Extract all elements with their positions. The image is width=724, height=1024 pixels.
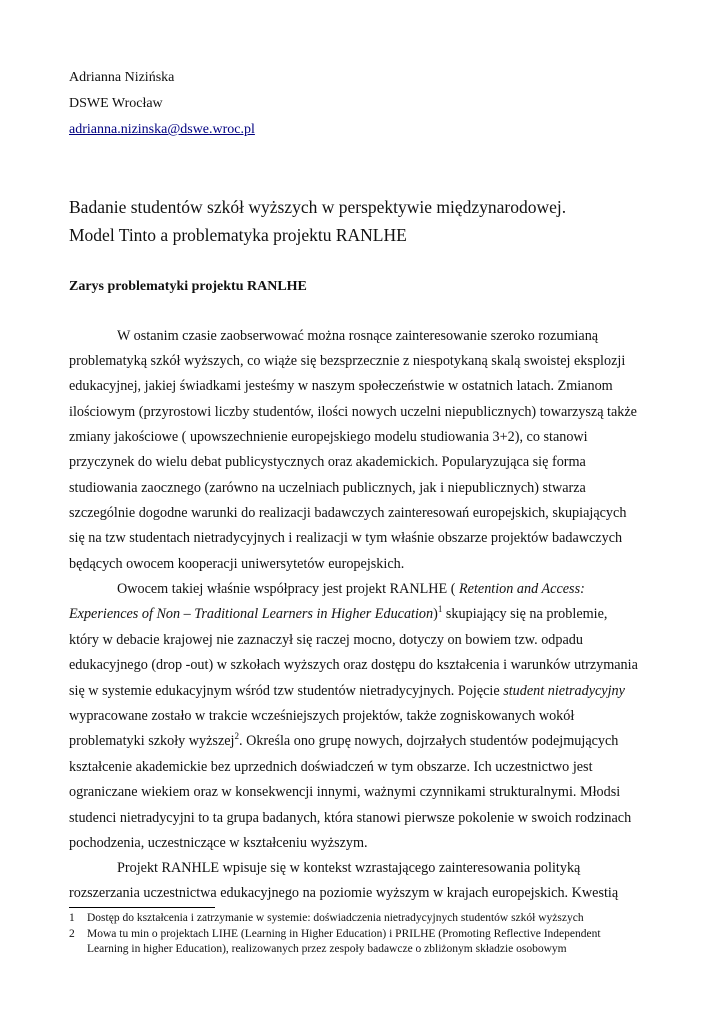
body-line: problematyki szkoły wyższej$^2$. Określa ono grupę nowych, dojrzałych studentów podejmujących [69,731,619,749]
footnote-number: 2 [69,928,75,940]
document-title-line-1: Badanie studentów szkół wyższych w perspektywie międzynarodowej. [69,197,567,217]
body-line: edukacyjnego (drop -out) w szkołach wyższych oraz dostępu do kształcenia i warunków utrzymania [69,657,638,673]
body-line: edukacyjnej, jakiej świadkami jesteśmy w naszym społeczeństwie w ostatnich latach. Zmianom [69,378,613,394]
body-line: studenci nietradycyjni to ta grupa badanych, która stanowi pierwsze pokolenie w swoich rodzinach [69,810,632,826]
body-line: się na tzw studentach nietradycyjnych i realizacji w tym właśnie obszarze projektów badawczych [69,530,623,546]
body-line: który w debacie krajowej nie zaznaczył się raczej mocno, dotyczy on bowiem tzw. odpadu [69,632,583,648]
body-line: kształcenie akademickie bez uprzednich doświadczeń w tym obszarze. Ich uczestnictwo jest [69,759,593,775]
author-institution: DSWE Wrocław [69,96,163,111]
footnote-1 [69,911,584,925]
body-line: szczególnie dogodne warunki do realizacji badawczych zainteresowań europejskich, skupiających [69,505,627,521]
body-line: zmiany jakościowe ( upowszechnienie europejskiego modelu studiowania 3+2), co stanowi [69,429,588,445]
document-title-line-2: Model Tinto a problematyka projektu RANLHE [69,225,407,245]
footnote-2 [69,927,601,941]
body-line: Projekt RANHLE wpisuje się w kontekst wzrastającego zainteresowania polityką [117,860,581,876]
body-line: przyczynek do wielu debat publicystycznych oraz akademickich. Popularyzująca się forma [69,454,586,470]
body-line: ograniczane wiekiem oraz w konsekwencji innymi, ważnymi czynnikami strukturalnymi. Młodsi [69,784,621,800]
term-italic: student nietradycyjny [503,683,625,699]
footnote-2-continued: Learning in higher Education), realizowanych przez zespoły badawcze o zbliżonym składzie osobowym [87,943,567,955]
section-heading: Zarys problematyki projektu RANLHE [69,279,307,294]
project-name-italic: Experiences of Non – Traditional Learners in Higher Education [69,606,434,622]
body-text: Owocem takiej właśnie współpracy jest projekt RANLHE ( [117,581,459,597]
body-line: W ostanim czasie zaobserwować można rosnące zainteresowanie szeroko rozumianą [117,328,599,344]
footnote-separator [69,907,215,908]
body-line: pochodzenia, uczestniczące w kształceniu wyższym. [69,835,368,851]
footnote-ref-1[interactable]: 1 [437,604,443,614]
body-line: Experiences of Non – Traditional Learners in Higher Education)$^1$ skupiający się na problemie, [69,604,608,622]
body-line [117,580,585,598]
body-line: studiowania zaocznego (zarówno na uczelniach publicznych, jak i niepublicznych) stwarza [69,480,586,496]
body-line: wypracowane zostało w trakcie wcześniejszych projektów, także zogniskowanych wokół [69,708,575,724]
footnote-ref-2[interactable]: 2 [234,731,239,741]
body-line: problematyką szkół wyższych, co wiąże się bezsprzecznie z niespotykaną skalą swoistej eksplozji [69,353,626,369]
footnote-text: Mowa tu min o projektach LIHE (Learning in Higher Education) i PRILHE (Promoting Reflective Independent [87,928,601,940]
author-email-link[interactable]: adrianna.nizinska@dswe.wroc.pl [69,122,255,137]
footnote-number: 1 [69,912,75,924]
body-line: ilościowym (przyrostowi liczby studentów, ilości nowych uczelni niepublicznych) towarzyszą także [69,404,637,420]
body-line: rozszerzania uczestnictwa edukacyjnego na poziomie wyższym w krajach europejskich. Kwestią [69,885,619,901]
body-line: się w systemie edukacyjnym wśród tzw studentów nietradycyjnych. Pojęcie student nietradycyjny [69,683,625,699]
body-line: będących owocem kooperacji uniwersytetów europejskich. [69,556,405,572]
footnote-text: Dostęp do kształcenia i zatrzymanie w systemie: doświadczenia nietradycyjnych studentów szkół wyższych [87,912,584,924]
project-name-italic: Retention and Access: [459,581,585,597]
author-name: Adrianna Nizińska [69,70,175,85]
